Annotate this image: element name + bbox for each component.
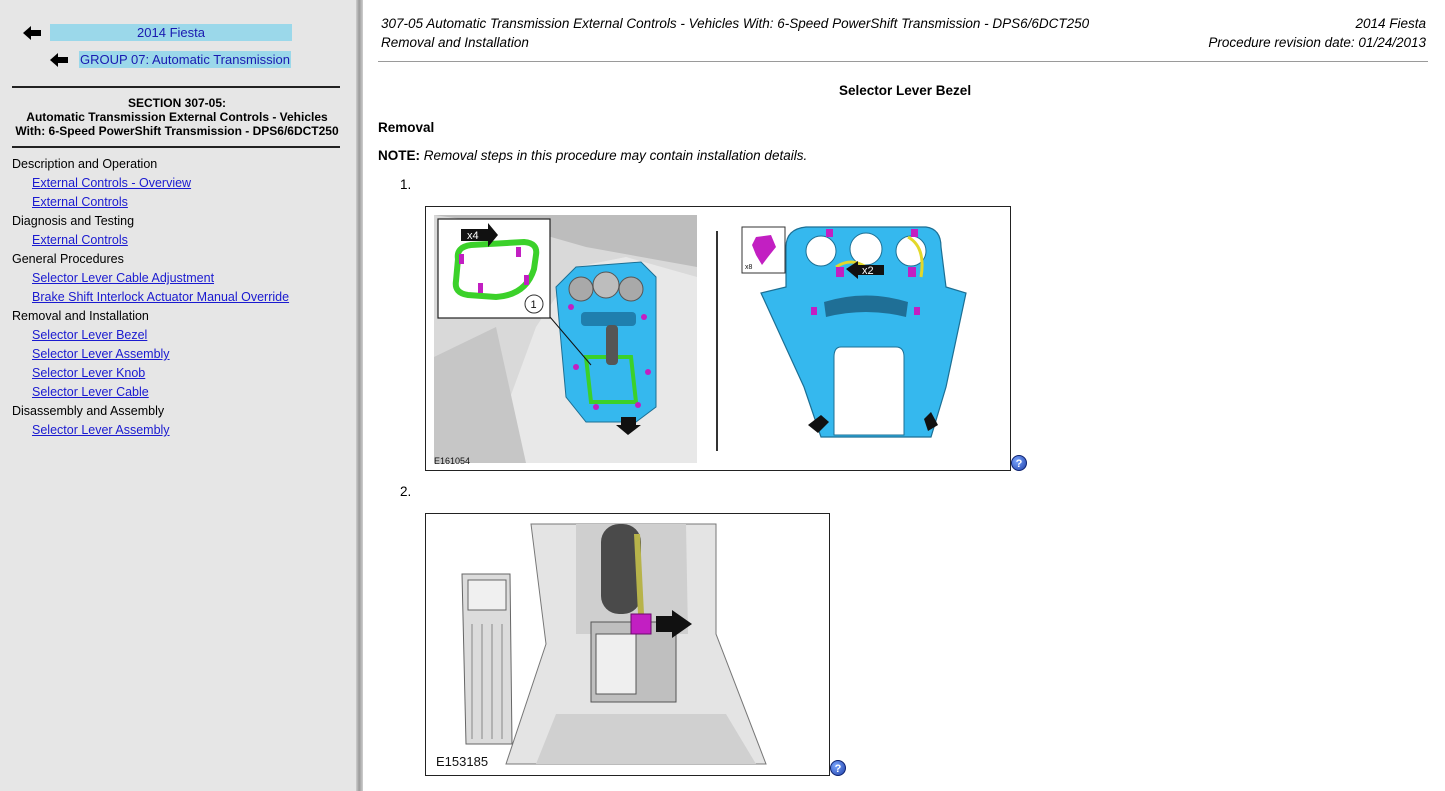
main-content bbox=[363, 0, 1445, 791]
note-label: NOTE: bbox=[378, 148, 420, 163]
nav-link-selector-lever-cable[interactable]: Selector Lever Cable bbox=[32, 385, 149, 399]
figure-e153185-illustration bbox=[426, 514, 830, 776]
item-number-callout: 1 bbox=[530, 299, 537, 311]
nav-group-general-procedures: General Procedures bbox=[12, 252, 124, 266]
figure-e161054 bbox=[425, 206, 1011, 471]
divider bbox=[12, 146, 340, 148]
nav-group-diagnosis: Diagnosis and Testing bbox=[12, 214, 135, 228]
back-row-group bbox=[49, 51, 291, 68]
section-nav bbox=[12, 155, 352, 440]
figure-e161054-illustration bbox=[426, 207, 1011, 471]
screw-count-callout: x2 bbox=[862, 265, 874, 277]
nav-link-external-controls[interactable]: External Controls bbox=[32, 195, 128, 209]
back-row-model bbox=[22, 24, 292, 41]
divider bbox=[12, 86, 340, 88]
breadcrumb-model[interactable]: 2014 Fiesta bbox=[50, 24, 292, 41]
sidebar bbox=[0, 0, 356, 791]
procedure-header-title: 307-05 Automatic Transmission External Controls - Vehicles With: 6-Speed PowerShift Transmission - DPS6/6DCT250 bbox=[381, 16, 1090, 31]
pane-splitter[interactable] bbox=[356, 0, 363, 791]
figure-e153185 bbox=[425, 513, 830, 776]
procedure-title: Selector Lever Bezel bbox=[839, 83, 972, 98]
removal-heading: Removal bbox=[378, 120, 435, 135]
procedure-header bbox=[381, 14, 1089, 52]
revision-date: Procedure revision date: 01/24/2013 bbox=[1208, 35, 1426, 50]
model-label: 2014 Fiesta bbox=[1355, 16, 1426, 31]
nav-link-interlock-override[interactable]: Brake Shift Interlock Actuator Manual Override bbox=[32, 290, 290, 304]
nav-link-selector-lever-knob[interactable]: Selector Lever Knob bbox=[32, 366, 146, 380]
nav-link-diagnosis-external-controls[interactable]: External Controls bbox=[32, 233, 128, 247]
step-number: 1. bbox=[400, 177, 412, 192]
nav-link-selector-lever-assembly[interactable]: Selector Lever Assembly bbox=[32, 347, 170, 361]
fastener-count-callout: x8 bbox=[745, 264, 753, 271]
figure-id-label: E153185 bbox=[436, 754, 489, 769]
breadcrumb-group[interactable]: GROUP 07: Automatic Transmission bbox=[80, 52, 291, 67]
note bbox=[378, 148, 807, 163]
step-number: 2. bbox=[400, 484, 412, 499]
section-title-line: SECTION 307-05: bbox=[127, 96, 227, 110]
header-divider bbox=[378, 61, 1428, 62]
help-icon[interactable]: ? bbox=[830, 760, 846, 776]
help-icon[interactable]: ? bbox=[1011, 455, 1027, 471]
section-title bbox=[10, 96, 344, 138]
note-text: Removal steps in this procedure may contain installation details. bbox=[423, 148, 808, 163]
nav-link-external-controls-overview[interactable]: External Controls - Overview bbox=[32, 176, 192, 190]
procedure-header-subtitle: Removal and Installation bbox=[381, 35, 529, 50]
section-title-line: With: 6-Speed PowerShift Transmission - DPS6/6DCT250 bbox=[15, 124, 339, 138]
nav-link-disassembly-selector-lever-assembly[interactable]: Selector Lever Assembly bbox=[32, 423, 170, 437]
back-arrow-icon[interactable] bbox=[22, 25, 42, 41]
nav-group-disassembly: Disassembly and Assembly bbox=[12, 404, 165, 418]
nav-group-description: Description and Operation bbox=[12, 157, 158, 171]
section-title-line: Automatic Transmission External Controls - Vehicles bbox=[26, 110, 328, 124]
nav-link-selector-lever-bezel[interactable]: Selector Lever Bezel bbox=[32, 328, 148, 342]
clip-count-callout: x4 bbox=[467, 230, 479, 242]
procedure-meta bbox=[1208, 14, 1426, 52]
nav-group-removal-installation: Removal and Installation bbox=[12, 309, 149, 323]
back-arrow-icon[interactable] bbox=[49, 52, 69, 68]
figure-id-label: E161054 bbox=[434, 456, 471, 466]
nav-link-cable-adjustment[interactable]: Selector Lever Cable Adjustment bbox=[32, 271, 215, 285]
